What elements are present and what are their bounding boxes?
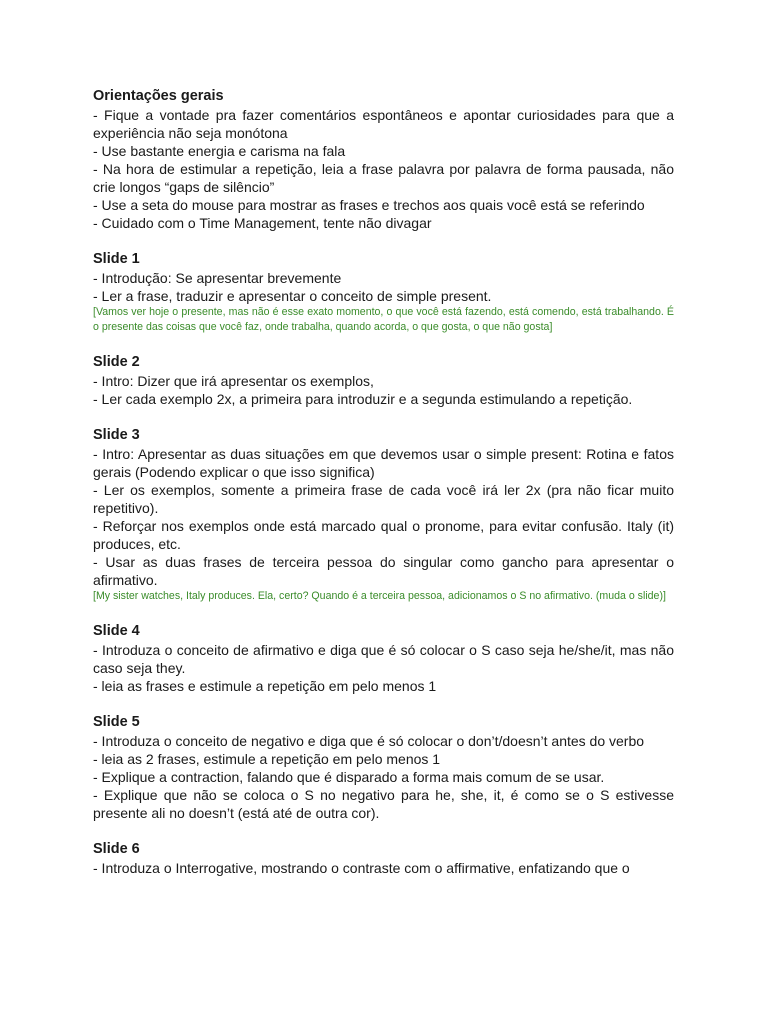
slide-heading: Slide 5 bbox=[93, 714, 140, 730]
slide-heading: Slide 1 bbox=[93, 251, 140, 267]
slides-container bbox=[93, 249, 674, 877]
slide-line: - Reforçar nos exemplos onde está marcado qual o pronome, para evitar confusão. Italy (it) produces, etc. bbox=[93, 518, 674, 552]
slide-section bbox=[93, 249, 674, 335]
general-heading: Orientações gerais bbox=[93, 88, 224, 104]
slide-line: - Ler os exemplos, somente a primeira frase de cada você irá ler 2x (pra não ficar muito repetitivo). bbox=[93, 482, 674, 516]
slide-section bbox=[93, 712, 674, 822]
slide-line: - Explique a contraction, falando que é disparado a forma mais comum de se usar. bbox=[93, 769, 605, 785]
slide-line: - Introduza o conceito de afirmativo e diga que é só colocar o S caso seja he/she/it, mas não caso seja they. bbox=[93, 642, 674, 676]
general-item: - Use bastante energia e carisma na fala bbox=[93, 143, 346, 159]
slide-line: - Ler cada exemplo 2x, a primeira para introduzir e a segunda estimulando a repetição. bbox=[93, 391, 633, 407]
slide-heading: Slide 6 bbox=[93, 841, 140, 857]
slide-section bbox=[93, 839, 674, 877]
slide-section bbox=[93, 425, 674, 604]
slide-line: - Explique que não se coloca o S no negativo para he, she, it, é como se o S estivesse presente ali no doesn’t (está até de outra cor). bbox=[93, 787, 674, 821]
document-page bbox=[93, 86, 674, 894]
slide-line: - Intro: Apresentar as duas situações em que devemos usar o simple present: Rotina e fatos gerais (Podendo explicar o que isso significa) bbox=[93, 446, 674, 480]
slide-section bbox=[93, 352, 674, 408]
slide-section bbox=[93, 621, 674, 695]
slide-line: - leia as 2 frases, estimule a repetição em pelo menos 1 bbox=[93, 751, 441, 767]
general-item: - Na hora de estimular a repetição, leia a frase palavra por palavra de forma pausada, não crie longos “gaps de silêncio” bbox=[93, 161, 674, 195]
slide-line: - Usar as duas frases de terceira pessoa do singular como gancho para apresentar o afirmativo. bbox=[93, 554, 674, 588]
slide-heading: Slide 3 bbox=[93, 427, 140, 443]
slide-note: [Vamos ver hoje o presente, mas não é esse exato momento, o que você está fazendo, está comendo, está trabalhando. É o presente das coisas que você faz, onde trabalha, quando acorda, o que gosta, o que não gosta] bbox=[93, 306, 674, 333]
slide-note: [My sister watches, Italy produces. Ela, certo? Quando é a terceira pessoa, adicionamos o S no afirmativo. (muda o slide)] bbox=[93, 590, 666, 602]
slide-line: - Introduza o Interrogative, mostrando o contraste com o affirmative, enfatizando que o bbox=[93, 860, 630, 876]
slide-line: - Ler a frase, traduzir e apresentar o conceito de simple present. bbox=[93, 288, 492, 304]
slide-heading: Slide 2 bbox=[93, 354, 140, 370]
slide-line: - Introdução: Se apresentar brevemente bbox=[93, 270, 342, 286]
general-item: - Cuidado com o Time Management, tente não divagar bbox=[93, 215, 432, 231]
slide-heading: Slide 4 bbox=[93, 623, 140, 639]
slide-line: - leia as frases e estimule a repetição em pelo menos 1 bbox=[93, 678, 437, 694]
slide-line: - Intro: Dizer que irá apresentar os exemplos, bbox=[93, 373, 374, 389]
general-section bbox=[93, 86, 674, 232]
general-item: - Fique a vontade pra fazer comentários espontâneos e apontar curiosidades para que a experiência não seja monótona bbox=[93, 107, 674, 141]
slide-line: - Introduza o conceito de negativo e diga que é só colocar o don’t/doesn’t antes do verbo bbox=[93, 733, 645, 749]
general-items bbox=[93, 106, 674, 232]
general-item: - Use a seta do mouse para mostrar as frases e trechos aos quais você está se referindo bbox=[93, 197, 645, 213]
